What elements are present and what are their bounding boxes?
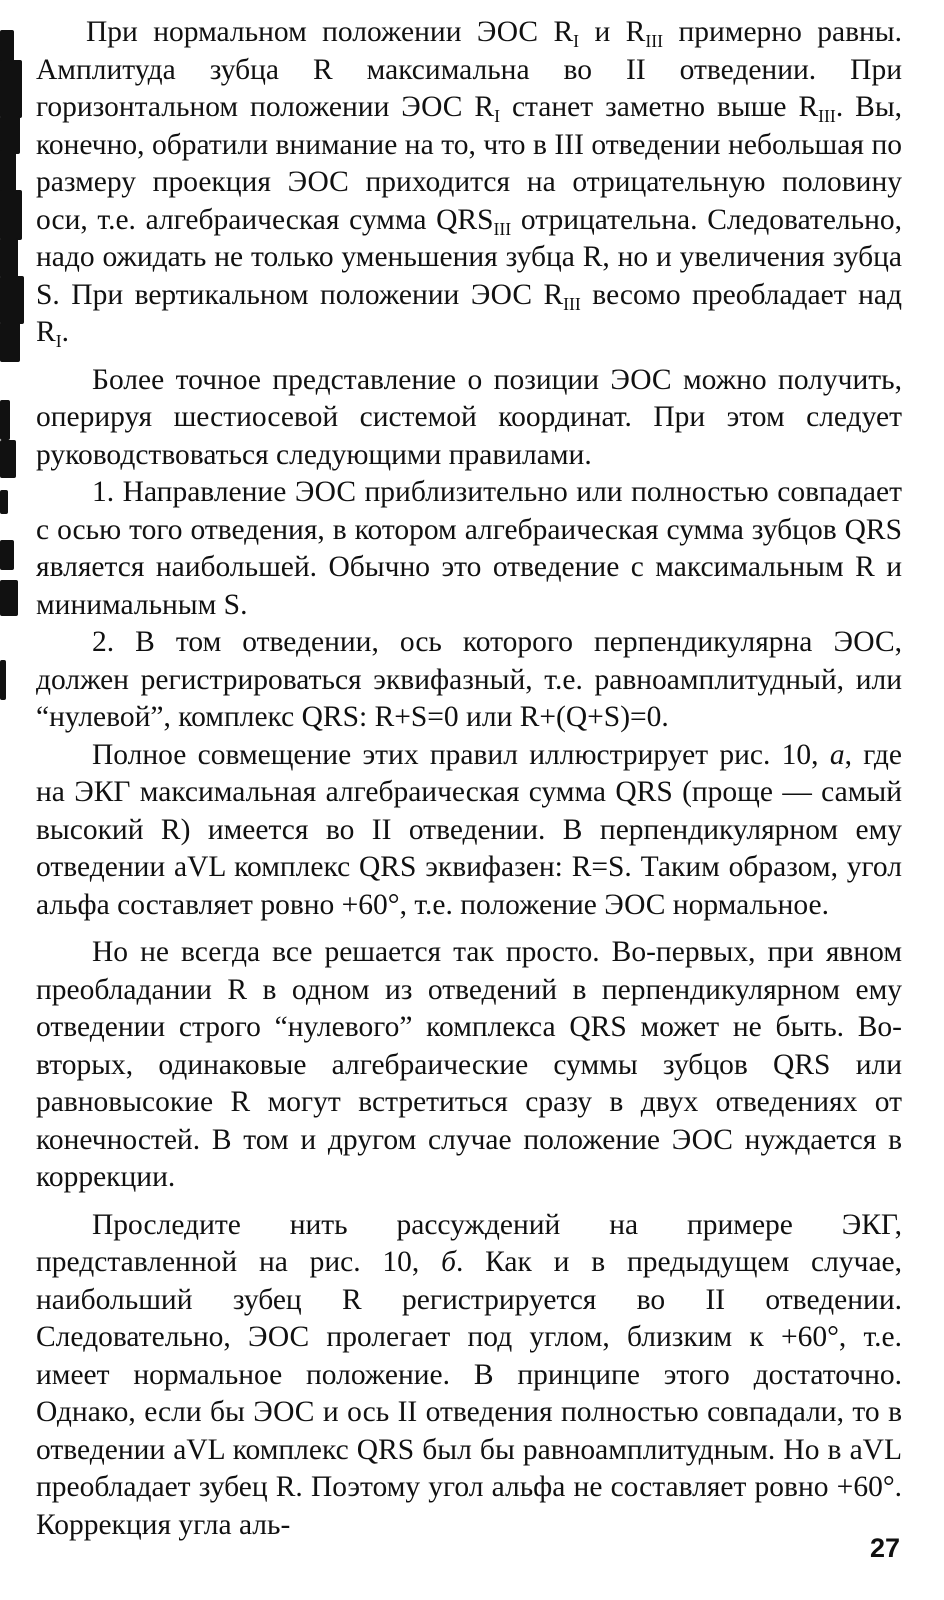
scan-shadow [0, 20, 30, 720]
text-run: 1. Направление ЭОС приблизительно или полностью совпадает с осью того отведения, в котором алгебраическая сумма зубцов QRS является наибольшей. Обычно это отведение с максимальным R и минимальным S. [36, 476, 902, 621]
text-run: . [61, 316, 69, 348]
text-run: 2. В том отведении, ось которого перпендикулярна ЭОС, должен регистрироваться эквифазный, т.е. равноамплитудный, или “нулевой”, комплекс QRS: R+S=0 или R+(Q+S)=0. [36, 626, 902, 733]
text-run: отрицательна. Следовательно, надо ожидать не только уменьшения зубца R, но и увеличения зубца S. При вертикальном положении ЭОС R [36, 203, 902, 311]
paragraph [36, 934, 902, 1197]
subscript: III [493, 218, 512, 239]
subscript: I [494, 106, 500, 127]
subscript: III [563, 293, 581, 314]
text-run: станет заметно выше R [500, 91, 819, 123]
text-run: . Вы, конечно, обратили внимание на то, что в III отведении небольшая по размеру проекция ЭОС приходится на отрицательную половину оси, т.е. алгебраическая сумма QRS [36, 91, 903, 236]
text-run: . Как и в предыдущем случае, наибольший зубец R регистрируется во II отведении. Следовательно, ЭОС пролегает под углом, близким к +60°, т.е. имеет нормальное положение. В принципе этого достаточно. Однако, если бы ЭОС и ось II отведения полностью совпадали, то в отведении aVL комплекс QRS был бы равноамплитудным. Но в aVL преобладает зубец R. Поэтому угол альфа не составляет ровно +60°. Коррекция угла аль- [36, 1246, 903, 1541]
subscript: I [55, 331, 62, 352]
text-run: Но не всегда все решается так просто. Во-первых, при явном преобладании R в одном из отведений в перпендикулярном ему отведении строго “нулевого” комплекса QRS может не быть. Во-вторых, одинаковые алгебраические суммы зубцов QRS или равновысокие R могут встретиться сразу в двух отведениях от конечностей. В том и другом случае положение ЭОС нуждается в коррекции. [36, 936, 902, 1193]
italic-label: а [829, 738, 845, 771]
paragraph [36, 1207, 902, 1545]
paragraph [36, 14, 902, 352]
italic-label: б [441, 1246, 456, 1278]
text-run: и R [579, 16, 646, 48]
text-run: Полное совмещение этих правил иллюстрирует рис. 10, [92, 738, 830, 771]
paragraph [36, 737, 902, 925]
page-number: 27 [869, 1533, 900, 1563]
subscript: III [645, 31, 664, 52]
subscript: III [818, 106, 836, 127]
paragraph [36, 362, 902, 475]
text-run: примерно равны. Амплитуда зубца R максимальна во II отведении. При горизонтальном положении ЭОС R [36, 16, 902, 123]
text-run: Более точное представление о позиции ЭОС можно получить, оперируя шестиосевой системой координат. При этом следует руководствоваться следующими правилами. [36, 363, 902, 471]
text-column [36, 14, 902, 1544]
text-run: Проследите нить рассуждений на примере ЭКГ, представленной на рис. 10, [36, 1208, 902, 1278]
text-run: весомо преобладает над R [36, 278, 902, 348]
paragraph [36, 624, 902, 737]
paragraph [36, 474, 902, 624]
subscript: I [573, 31, 580, 52]
text-run: , где на ЭКГ максимальная алгебраическая сумма QRS (проще — самый высокий R) имеется во II отведении. В перпендикулярном ему отведении aVL комплекс QRS эквифазен: R=S. Таким образом, угол альфа составляет ровно +60°, т.е. положение ЭОС нормальное. [36, 738, 903, 921]
text-run: При нормальном положении ЭОС R [86, 16, 574, 48]
